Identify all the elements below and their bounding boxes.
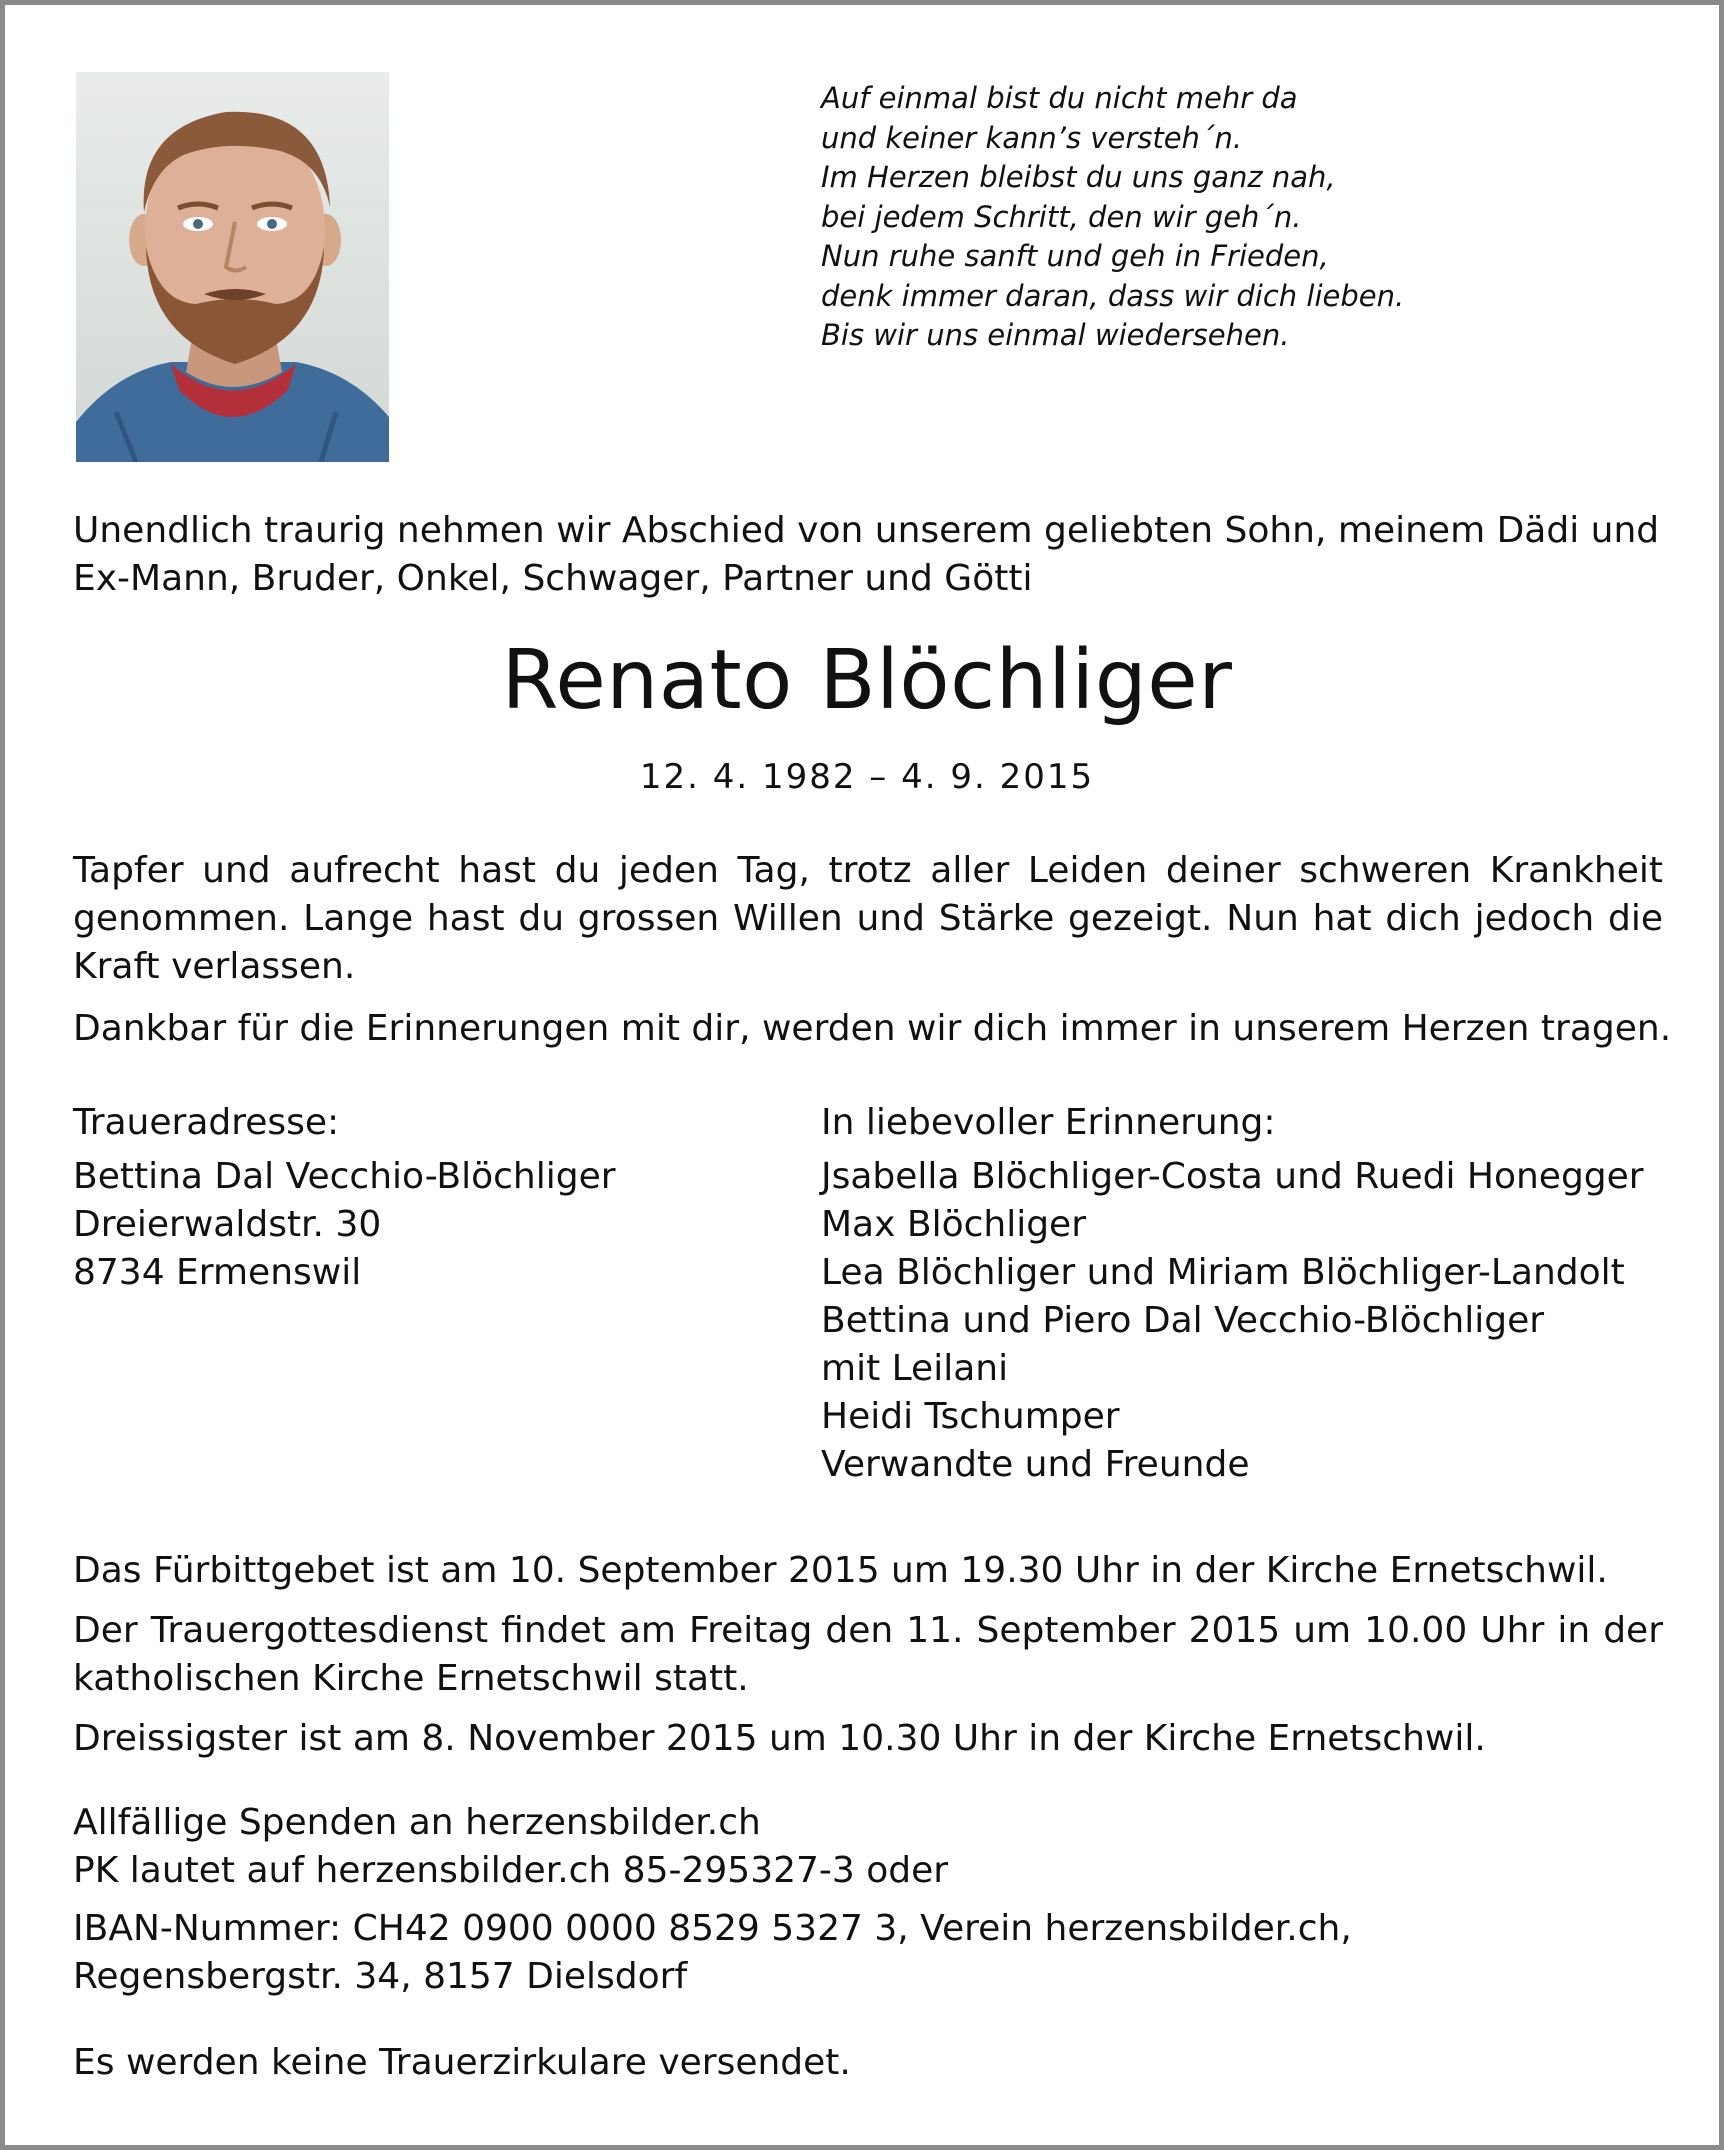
poem-line: Bis wir uns einmal wiedersehen. — [821, 318, 1290, 352]
bank-info — [73, 1905, 1352, 2001]
donation-info — [73, 1799, 948, 1895]
mourner-line: Jsabella Blöchliger-Costa und Ruedi Honegger — [821, 1156, 1644, 1197]
address-line: 8734 Ermenswil — [73, 1252, 362, 1293]
mourner-line: Verwandte und Freunde — [821, 1444, 1250, 1485]
mourner-line: Max Blöchliger — [821, 1204, 1087, 1245]
mourners-heading: In liebevoller Erinnerung: — [821, 1102, 1276, 1143]
deceased-name: Renato Blöchliger — [501, 633, 1233, 728]
mourners-list — [821, 1099, 1644, 1489]
life-dates: 12. 4. 1982 – 4. 9. 2015 — [639, 757, 1095, 797]
funeral-service-info: Der Trauergottesdienst findet am Freitag den 11. September 2015 um 10.00 Uhr in der katholischen Kirche Ernetschwil statt. — [73, 1610, 1663, 1699]
address-heading: Traueradresse: — [73, 1102, 340, 1143]
poem — [821, 79, 1404, 356]
donation-line: Allfällige Spenden an herzensbilder.ch — [73, 1802, 761, 1843]
thirtieth-day-mass-info: Dreissigster ist am 8. November 2015 um 10.30 Uhr in der Kirche Ernetschwil. — [73, 1718, 1486, 1759]
donation-line: PK lautet auf herzensbilder.ch 85-295327-3 oder — [73, 1850, 949, 1891]
poem-line: Auf einmal bist du nicht mehr da — [821, 81, 1298, 115]
mourner-line: mit Leilani — [821, 1348, 1009, 1389]
poem-line: Im Herzen bleibst du uns ganz nah, — [821, 160, 1336, 194]
final-note: Es werden keine Trauerzirkulare versendet. — [73, 2042, 851, 2083]
poem-line: und keiner kann’s versteh´n. — [821, 120, 1243, 155]
mourning-address — [73, 1099, 616, 1297]
mourner-line: Lea Blöchliger und Miriam Blöchliger-Landolt — [821, 1252, 1625, 1293]
bank-line: Regensbergstr. 34, 8157 Dielsdorf — [73, 1956, 688, 1997]
portrait-photo — [76, 72, 389, 462]
poem-line: Nun ruhe sanft und geh in Frieden, — [821, 239, 1329, 273]
poem-line: bei jedem Schritt, den wir geh´n. — [821, 199, 1302, 234]
mourner-line: Bettina und Piero Dal Vecchio-Blöchliger — [821, 1300, 1545, 1341]
tribute-paragraph: Tapfer und aufrecht hast du jeden Tag, trotz aller Leiden deiner schweren Krankheit genommen. Lange hast du grossen Willen und Stärke gezeigt. Nun hat dich jedoch die Kraft verlassen. — [73, 850, 1663, 987]
address-line: Dreierwaldstr. 30 — [73, 1204, 382, 1245]
intro-text: Unendlich traurig nehmen wir Abschied von unserem geliebten Sohn, meinem Dädi und Ex-Mann, Bruder, Onkel, Schwager, Partner und Götti — [73, 510, 1660, 599]
mourner-line: Heidi Tschumper — [821, 1396, 1120, 1437]
bank-line: IBAN-Nummer: CH42 0900 0000 8529 5327 3, Verein herzensbilder.ch, — [73, 1908, 1352, 1949]
gratitude-paragraph: Dankbar für die Erinnerungen mit dir, werden wir dich immer in unserem Herzen tragen. — [73, 1008, 1672, 1049]
prayer-service-info: Das Fürbittgebet ist am 10. September 2015 um 19.30 Uhr in der Kirche Ernetschwil. — [73, 1550, 1608, 1591]
address-line: Bettina Dal Vecchio-Blöchliger — [73, 1156, 616, 1197]
poem-line: denk immer daran, dass wir dich lieben. — [821, 278, 1405, 313]
